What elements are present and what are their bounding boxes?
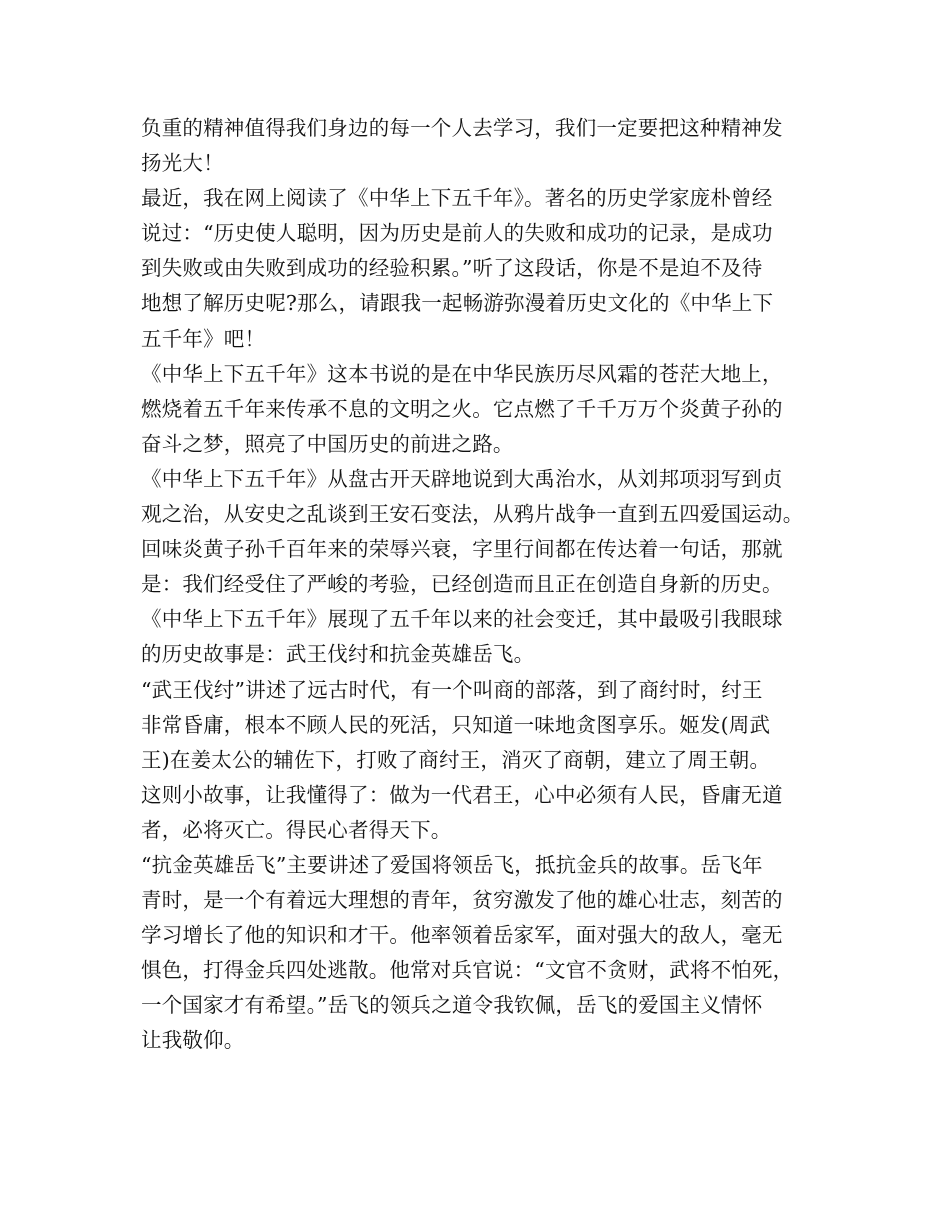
text-line: 让我敬仰。 <box>141 1028 245 1053</box>
text-line: 《中华上下五千年》从盘古开天辟地说到大禹治水，从刘邦项羽写到贞 <box>141 466 783 491</box>
text-line: 学习增长了他的知识和才干。他率领着岳家军，面对强大的敌人，毫无 <box>141 923 783 948</box>
text-line: 回味炎黄子孙千百年来的荣辱兴衰，字里行间都在传达着一句话，那就 <box>141 537 783 562</box>
text-line: 《中华上下五千年》展现了五千年以来的社会变迁，其中最吸引我眼球 <box>141 607 783 632</box>
text-line: 观之治，从安史之乱谈到王安石变法，从鸦片战争一直到五四爱国运动。 <box>141 502 804 527</box>
text-line: 《中华上下五千年》这本书说的是在中华民族历尽风霜的苍茫大地上， <box>141 361 783 386</box>
text-line: 燃烧着五千年来传承不息的文明之火。它点燃了千千万万个炎黄子孙的 <box>141 396 783 421</box>
text-line: 地想了解历史呢?那么，请跟我一起畅游弥漫着历史文化的《中华上下 <box>141 291 774 316</box>
text-line: 扬光大！ <box>141 151 224 176</box>
text-line: 是：我们经受住了严峻的考验，已经创造而且正在创造自身新的历史。 <box>141 572 783 597</box>
text-line: “武王伐纣”讲述了远古时代，有一个叫商的部落，到了商纣时，纣王 <box>141 677 763 702</box>
text-line: 最近，我在网上阅读了《中华上下五千年》。著名的历史学家庞朴曾经 <box>141 186 773 211</box>
text-line: 青时，是一个有着远大理想的青年，贫穷激发了他的雄心壮志，刻苦的 <box>141 888 783 913</box>
text-line: 这则小故事，让我懂得了：做为一代君王，心中必须有人民，昏庸无道 <box>141 782 783 807</box>
text-line: 非常昏庸，根本不顾人民的死活，只知道一味地贪图享乐。姬发(周武 <box>141 712 771 737</box>
text-line: 说过：“历史使人聪明，因为历史是前人的失败和成功的记录，是成功 <box>141 221 773 246</box>
text-line: “抗金英雄岳飞”主要讲述了爱国将领岳飞，抵抗金兵的故事。岳飞年 <box>141 852 763 877</box>
body-text <box>141 111 831 1059</box>
text-line: 负重的精神值得我们身边的每一个人去学习，我们一定要把这种精神发 <box>141 116 783 140</box>
text-line: 到失败或由失败到成功的经验积累。”听了这段话，你是不是迫不及待 <box>141 256 763 281</box>
text-line: 者，必将灭亡。得民心者得天下。 <box>141 817 452 842</box>
text-line: 奋斗之梦，照亮了中国历史的前进之路。 <box>141 431 514 456</box>
text-line: 五千年》吧！ <box>141 326 266 351</box>
text-line: 王)在姜太公的辅佐下，打败了商纣王，消灭了商朝，建立了周王朝。 <box>141 747 771 772</box>
text-line: 惧色，打得金兵四处逃散。他常对兵官说：“文官不贪财，武将不怕死， <box>141 958 794 983</box>
text-line: 的历史故事是：武王伐纣和抗金英雄岳飞。 <box>141 642 535 667</box>
text-line: 一个国家才有希望。”岳飞的领兵之道令我钦佩，岳飞的爱国主义情怀 <box>141 993 763 1018</box>
